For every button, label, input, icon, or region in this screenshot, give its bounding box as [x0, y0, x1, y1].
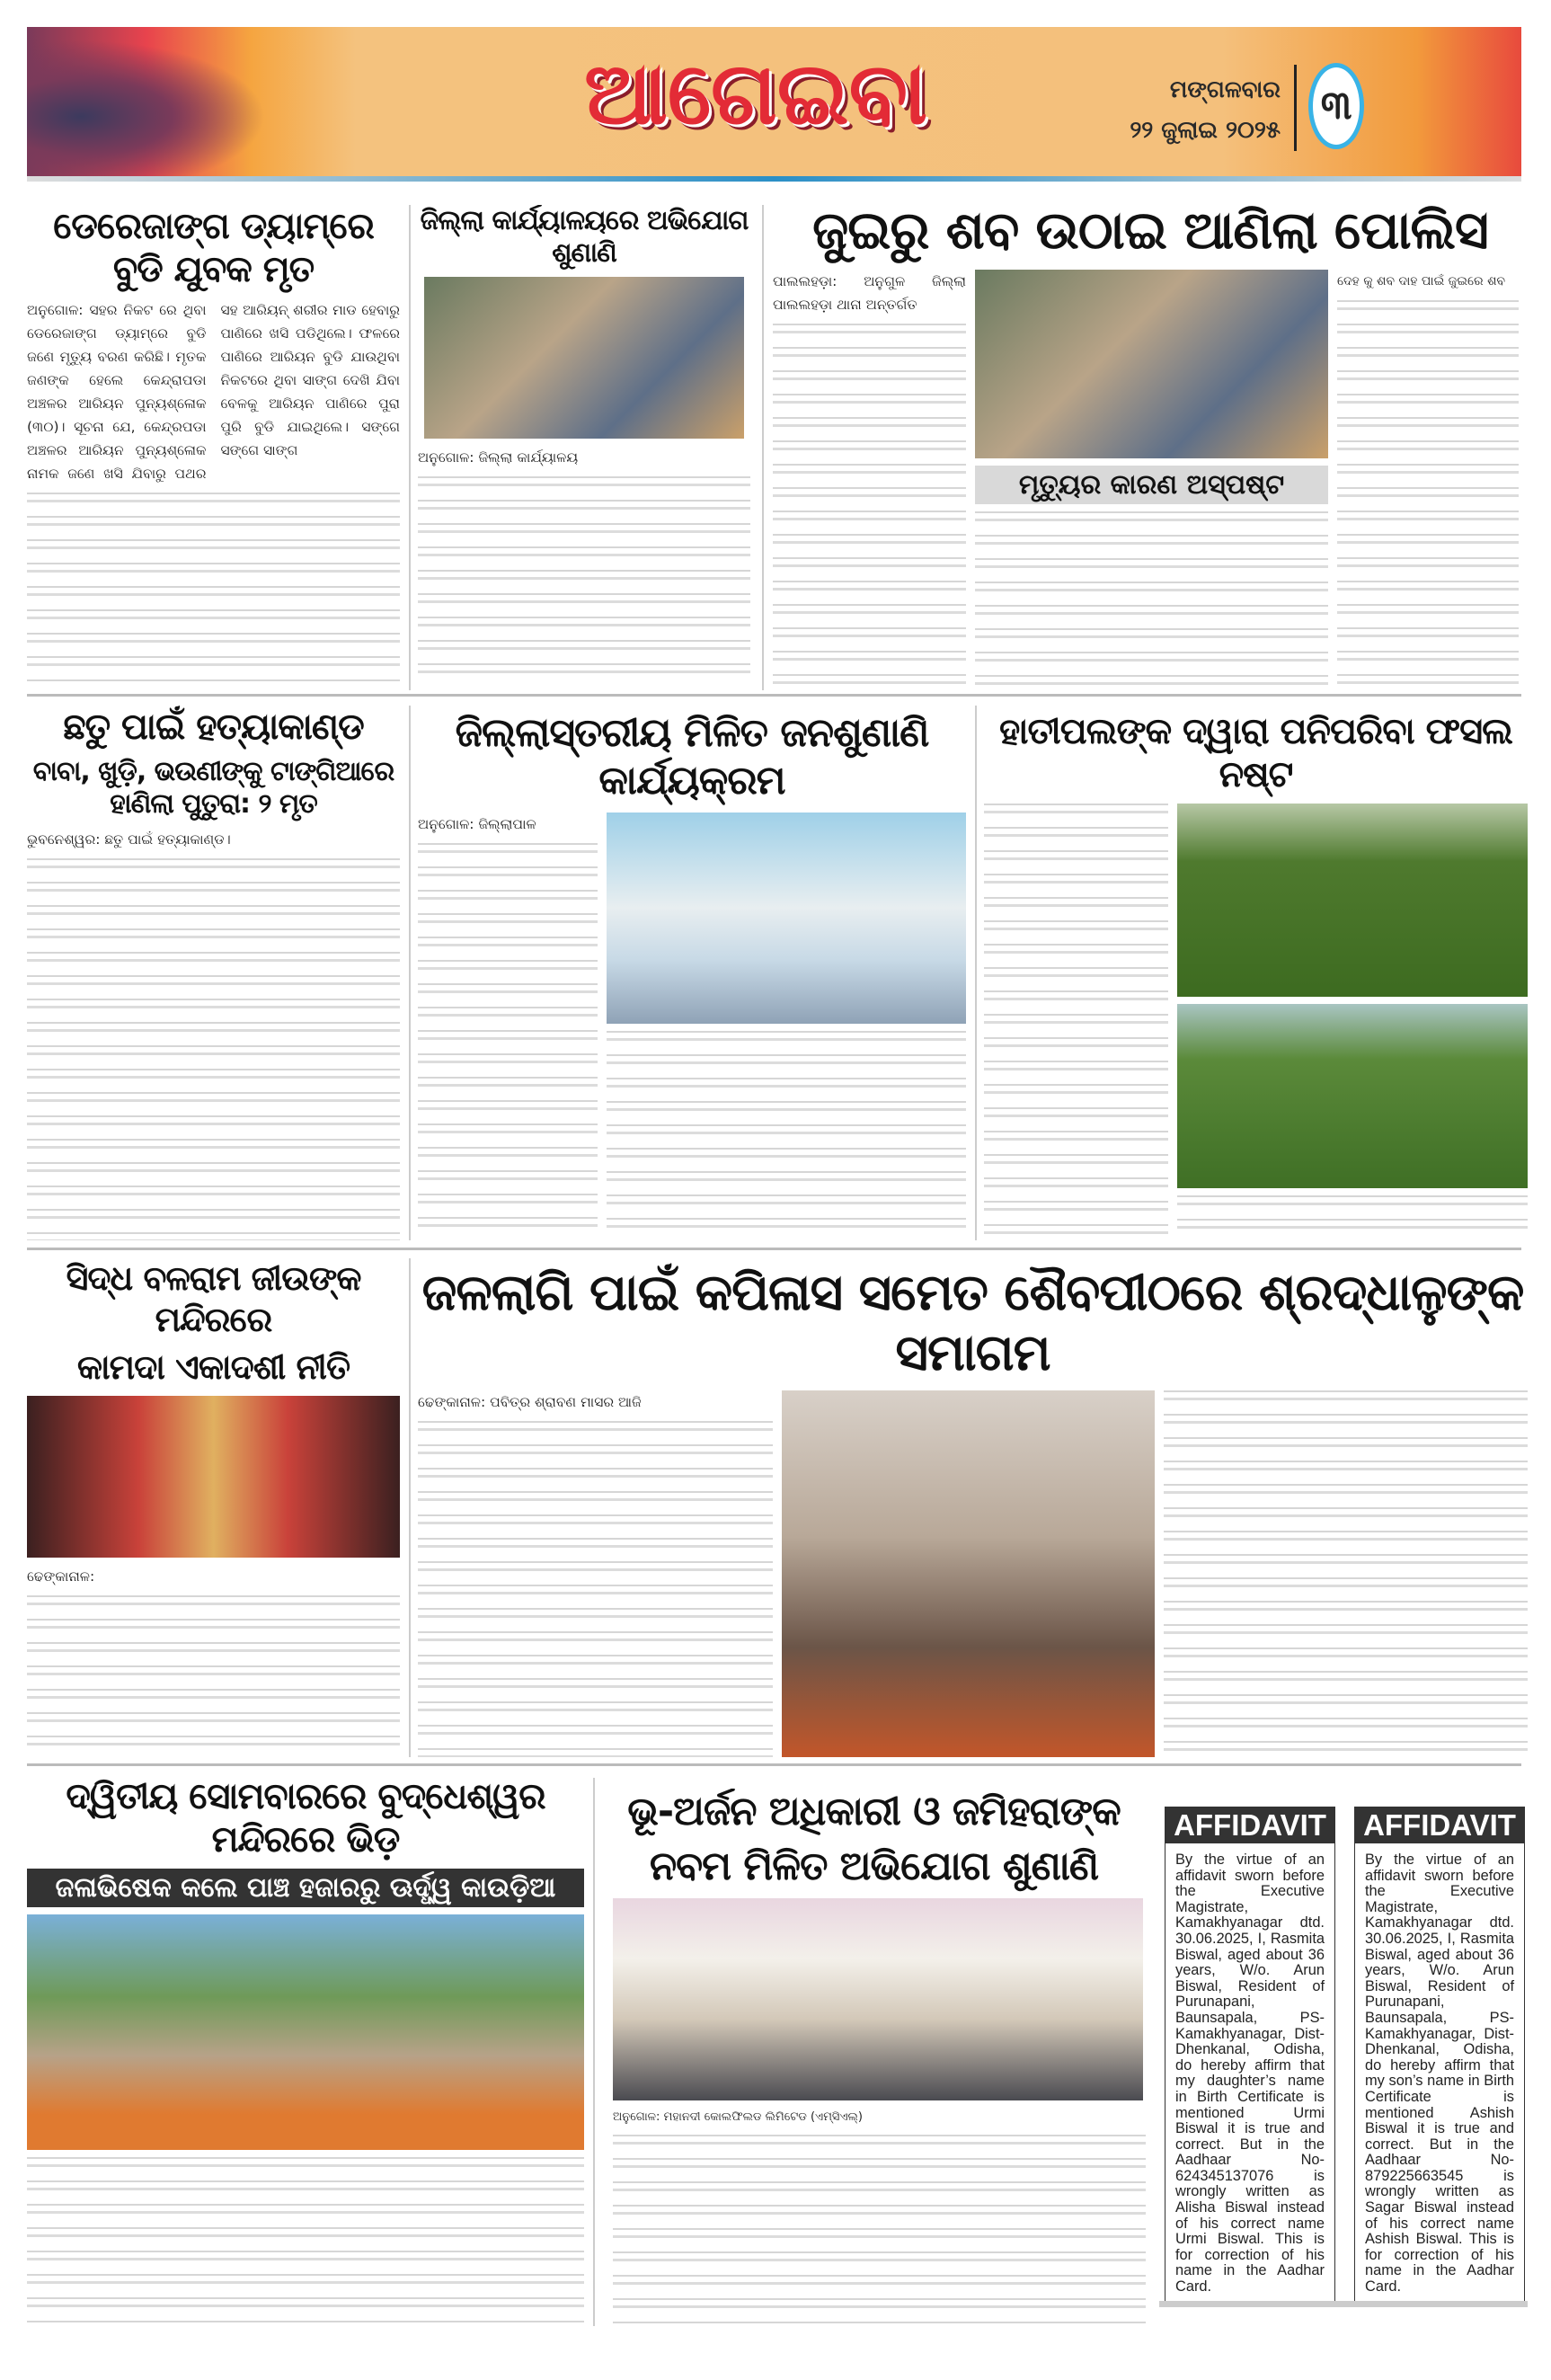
article-text: ଦେହ କୁ ଶବ ଦାହ ପାଇଁ ଜୁଇରେ ଶବ — [1337, 273, 1506, 289]
article-body — [773, 270, 966, 316]
divider — [762, 205, 764, 690]
article-body — [27, 1565, 400, 1588]
headline: ଜଳଲାଗି ପାଇଁ କପିଳାସ ସମେତ ଶୈବପୀଠରେ ଶ୍ରଦ୍ଧାଳୁଙ୍କ ସମାଗମ — [421, 1264, 1524, 1383]
text-block — [27, 1595, 400, 1757]
article-photo — [1177, 1004, 1528, 1188]
affidavit-notice — [1165, 1807, 1335, 2305]
article-body — [418, 1390, 773, 1414]
divider — [27, 1763, 1521, 1766]
text-block — [613, 2135, 1146, 2325]
headline: ଜୁଇରୁ ଶବ ଉଠାଇ ଆଣିଲା ପୋଲିସ — [812, 200, 1488, 261]
divider — [593, 1778, 595, 2326]
headline: ଛତୁ ପାଇଁ ହତ୍ୟାକାଣ୍ଡ — [63, 706, 364, 748]
article-body — [418, 813, 598, 836]
article-photo — [424, 277, 744, 439]
article-text: ଭୁବନେଶ୍ୱର: ଛତୁ ପାଇଁ ହତ୍ୟାକାଣ୍ଡ। — [27, 831, 231, 848]
article-photo — [975, 270, 1328, 458]
divider — [27, 176, 1521, 182]
article-body — [1337, 270, 1519, 293]
divider — [975, 706, 977, 1240]
page-number: ୩ — [1308, 63, 1364, 149]
article — [773, 200, 1528, 686]
text-block — [1164, 1390, 1528, 1757]
article — [984, 710, 1528, 1240]
divider — [27, 1248, 1521, 1250]
article-photo — [782, 1390, 1155, 1757]
affidavit-notice — [1354, 1807, 1525, 2305]
affidavit-title: AFFIDAVIT — [1165, 1807, 1334, 1843]
decorative-wave — [27, 27, 297, 176]
headline: ଭୂ-ଅର୍ଜନ ଅଧିକାରୀ ଓ ଜମିହରାଙ୍କ — [627, 1789, 1121, 1834]
article-body — [418, 446, 750, 469]
affidavit-title: AFFIDAVIT — [1355, 1807, 1524, 1843]
article-text: ଅନୁଗୋଳ: ଜିଲ୍ଲାପାଳ — [418, 815, 536, 832]
text-block — [27, 493, 400, 686]
article-text: ପାଲଲହଡ଼ା: ଅନୁଗୁଳ ଜିଲ୍ଲା ପାଲଲହଡ଼ା ଥାନା ଅନ୍ତର୍ଗତ — [773, 272, 966, 313]
article — [418, 710, 966, 1240]
article-photo — [1177, 804, 1528, 997]
article-photo — [607, 813, 966, 1024]
divider — [409, 205, 411, 690]
article-photo — [27, 1396, 400, 1558]
text-block — [984, 804, 1168, 1240]
article-photo — [613, 1898, 1143, 2100]
headline: ଜିଲ୍ଲାସ୍ତରୀୟ ମିଳିତ ଜନଶୁଣାଣି କାର୍ଯ୍ୟକ୍ରମ — [455, 710, 929, 804]
article — [418, 1263, 1528, 1757]
article — [27, 1258, 400, 1757]
text-block — [27, 858, 400, 1240]
text-block — [773, 324, 966, 686]
article-body — [27, 828, 400, 851]
article-text: ଢେଙ୍କାନାଳ: — [27, 1567, 95, 1585]
article — [27, 205, 400, 686]
subheadline-banner: ଜଳାଭିଷେକ କଲେ ପାଞ୍ଚ ହଜାରରୁ ଊର୍ଦ୍ଧ୍ୱ କାଉଡ଼ିଆ — [27, 1869, 584, 1907]
article — [27, 1775, 584, 2325]
issue-date: ୨୨ ଜୁଲାଇ ୨୦୨୫ — [1130, 117, 1281, 144]
article-photo — [27, 1914, 584, 2150]
subheadline: ବାବା, ଖୁଡ଼ି, ଭଉଣୀଙ୍କୁ ଟାଙ୍ଗିଆରେ ହାଣିଲା ପୁତୁରା: ୨ ମୃତ — [32, 756, 394, 820]
text-block — [607, 1031, 966, 1240]
article — [602, 1789, 1146, 2325]
affidavit-text: By the virtue of an affidavit sworn before the Executive Magistrate, Kamakhyanagar dtd. 30.06.2025, I, Rasmita Biswal, aged about 36 years, W/o. Arun Biswal, Resident of Purunapani, Baunsapala, PS-Kamakhyanagar, Dist-Dhenkanal, Odisha, do hereby affirm that my daughter’s name in Birth Certificate is mentioned Urmi Biswal it is true and correct. But in the Aadhaar No- 624345137076 is wrongly written as Alisha Biswal instead of his correct name Urmi Biswal. This is for correction of his name in the Aadhar Card. — [1175, 1852, 1325, 2296]
divider — [1294, 65, 1297, 151]
article — [27, 706, 400, 1240]
divider — [1159, 2301, 1528, 2307]
headline: ଡେରେଜାଙ୍ଗ ଡ୍ୟାମ୍‌ରେ ବୁଡି ଯୁବକ ମୃତ — [53, 206, 374, 290]
text-block — [975, 511, 1328, 686]
text-block — [418, 843, 598, 1240]
divider — [409, 706, 411, 1240]
text-block — [418, 1421, 773, 1757]
headline: ଜିଲ୍ଲା କାର୍ଯ୍ୟାଳୟରେ ଅଭିଯୋଗ ଶୁଣାଣି — [420, 205, 749, 269]
issue-day: ମଙ୍ଗଳବାର — [1169, 76, 1281, 103]
article-text: ଢେଙ୍କାନାଳ: ପବିତ୍ର ଶ୍ରାବଣ ମାସର ଆଜି — [418, 1394, 642, 1411]
article-body — [602, 2108, 890, 2127]
masthead — [27, 27, 1521, 176]
divider — [409, 1258, 411, 1757]
divider — [27, 694, 1521, 697]
article-text: ଅନୁଗୋଳ: ଜିଲ୍ଲା କାର୍ଯ୍ୟାଳୟ — [418, 449, 579, 466]
subheadline: ନବମ ମିଳିତ ଅଭିଯୋଗ ଶୁଣାଣି — [649, 1843, 1099, 1889]
article-body — [27, 298, 400, 485]
text-block — [1177, 1195, 1528, 1240]
text-block — [418, 476, 750, 686]
article — [418, 205, 750, 686]
subheadline: କାମଦା ଏକାଦଶୀ ନୀତି — [76, 1347, 350, 1388]
headline: ଦ୍ୱିତୀୟ ସୋମବାରରେ ବୁଦ୍ଧେଶ୍ୱର ମନ୍ଦିରରେ ଭିଡ଼ — [66, 1776, 545, 1860]
text-block — [1337, 300, 1519, 686]
newspaper-logo: ଆଗେଇବା — [584, 43, 927, 144]
article-text: ଅନୁଗୋଳ: ସହର ନିକଟ ରେ ଥିବା ଡେରେଜାଙ୍ଗ ଡ୍ୟାମ୍‌ରେ ବୁଡି ଜଣେ ମୃତ୍ୟୁ ବରଣ କରିଛି। ମୃତକ ଜଣଙ୍କ ହେଲେ କେନ୍ଦ୍ରାପଡା ଅଞ୍ଚଳର ଆରିୟନ ପୁନ୍ୟଶ୍ଳୋକ (୩୦)। ସୂଚନା ଯେ, କେନ୍ଦ୍ରପଡା ଅଞ୍ଚଳର ଆରିୟନ ପୁନ୍ୟଶ୍ଳୋକ ନାମକ ଜଣେ ଖସି ଯିବାରୁ ପଥର ସହ ଆରିୟନ୍ ଶରୀର ମାଡ ହେବାରୁ ପାଣିରେ ଖସି ପଡିଥିଲେ। ଫଳରେ ପାଣିରେ ଆରିୟନ ବୁଡି ଯାଉଥିବା ନିକଟରେ ଥିବା ସାଙ୍ଗ ଦେଖି ଯିବା ବେଳକୁ ଆରିୟନ ପାଣିରେ ପୁରା ପୁରି ବୁଡି ଯାଇଥିଲେ। ସଙ୍ଗେ ସଙ୍ଗେ ସାଙ୍ଗ — [27, 302, 400, 482]
subheadline: ମୃତ୍ୟୁର କାରଣ ଅସ୍ପଷ୍ଟ — [975, 466, 1328, 504]
headline: ସିଦ୍ଧ ବଳରାମ ଜୀଉଙ୍କ ମନ୍ଦିରରେ — [66, 1258, 361, 1339]
text-block — [27, 2157, 584, 2325]
article-text: ଅନୁଗୋଳ: ମହାନଦୀ କୋଲଫିଲଡ ଲିମିଟେଡ (ଏମ୍‌ସିଏଲ୍‌) — [613, 2109, 863, 2124]
headline: ହାତୀପଲଙ୍କ ଦ୍ୱାରା ପନିପରିବା ଫସଲ ନଷ୍ଟ — [999, 711, 1512, 795]
affidavit-text: By the virtue of an affidavit sworn before the Executive Magistrate, Kamakhyanagar dtd. 30.06.2025, I, Rasmita Biswal, aged about 36 years, W/o. Arun Biswal, Resident of Purunapani, Baunsapala, PS-Kamakhyanagar, Dist-Dhenkanal, Odisha, do hereby affirm that my son’s name in Birth Certificate is mentioned Ashish Biswal it is true and correct. But in the Aadhaar No- 879225663545 is wrongly written as Sagar Biswal instead of his correct name Ashish Biswal. This is for correction of his name in the Aadhar Card. — [1365, 1852, 1514, 2296]
